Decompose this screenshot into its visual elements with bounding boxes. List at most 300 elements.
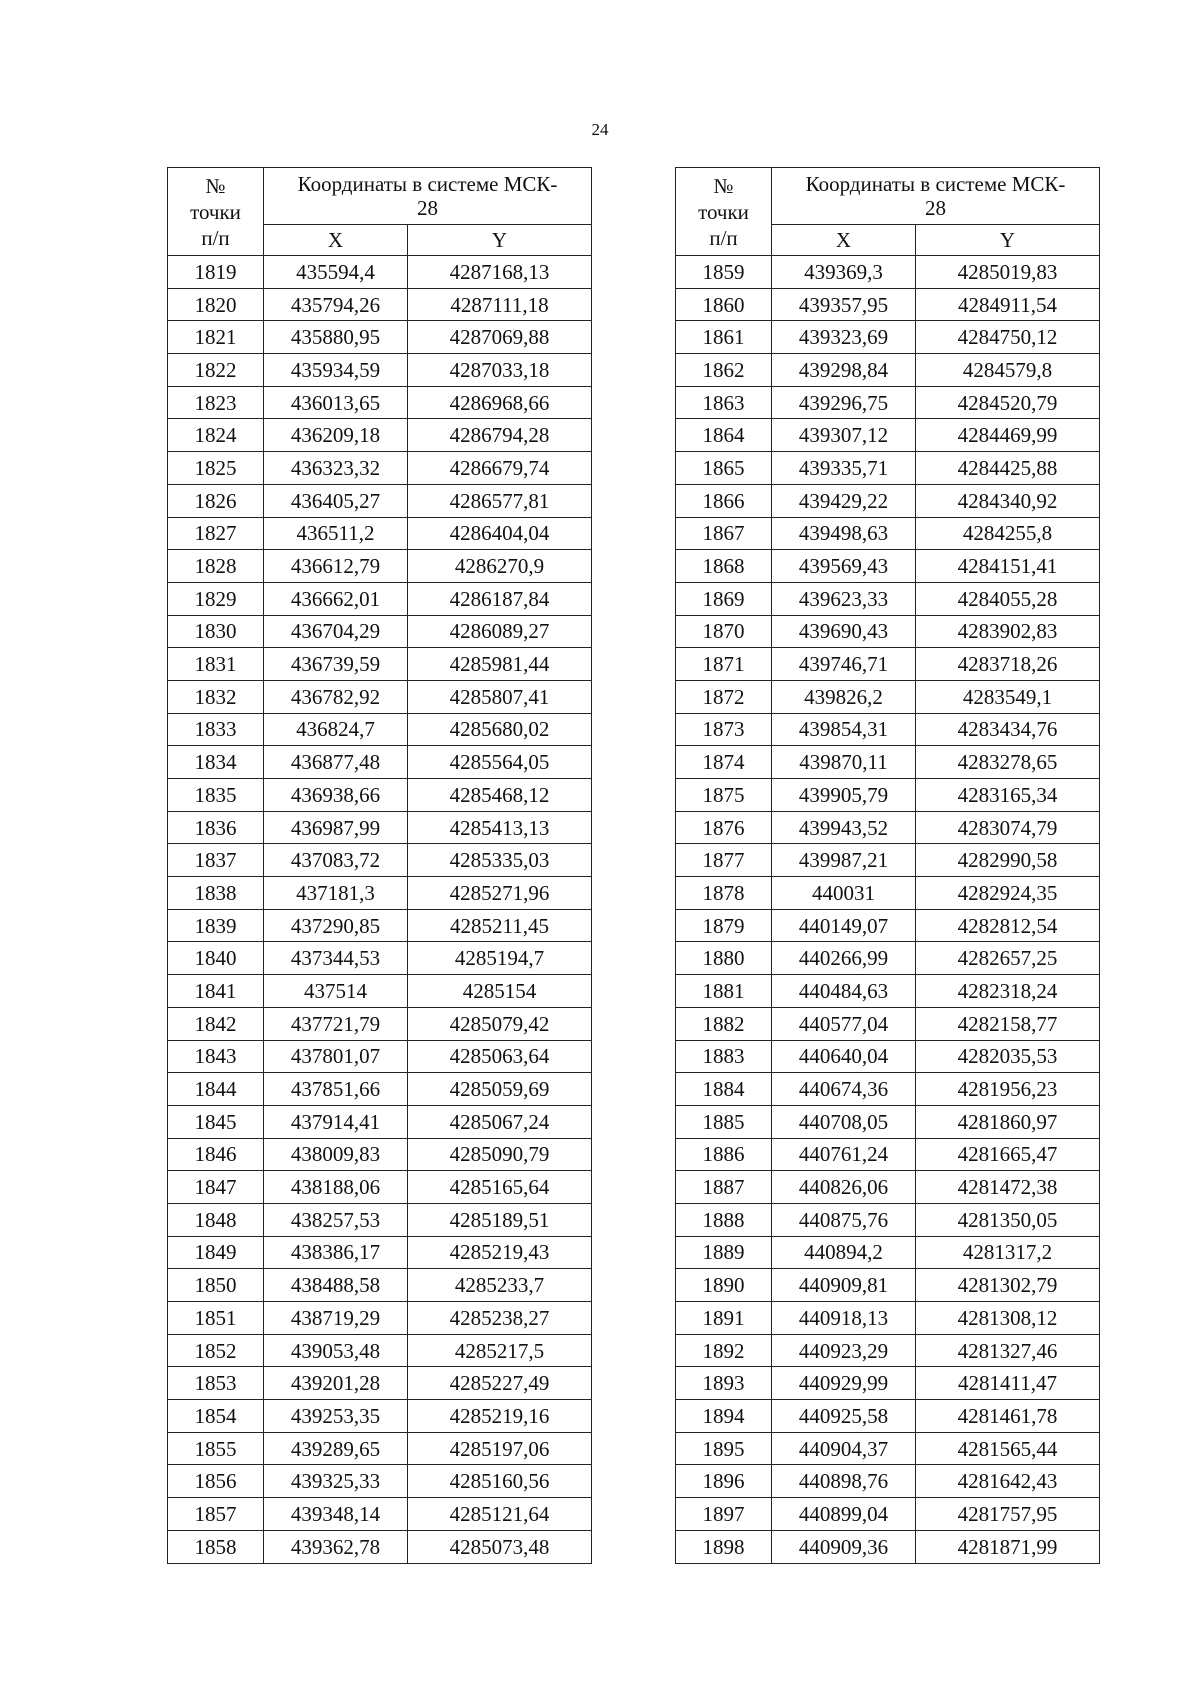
- y-coordinate-cell: 4285413,13: [408, 811, 592, 844]
- x-coordinate-cell: 437344,53: [264, 942, 408, 975]
- table-row: [168, 811, 592, 844]
- table-row: [676, 1334, 1100, 1367]
- y-coordinate-cell: 4285211,45: [408, 909, 592, 942]
- table-row: [676, 909, 1100, 942]
- table-row: [676, 680, 1100, 713]
- y-coordinate-cell: 4285063,64: [408, 1040, 592, 1073]
- point-number-cell: 1849: [168, 1236, 264, 1269]
- y-coordinate-cell: 4283902,83: [916, 615, 1100, 648]
- table-row: [676, 582, 1100, 615]
- x-coordinate-cell: 440904,37: [772, 1432, 916, 1465]
- point-number-header-line: точки: [190, 199, 241, 224]
- point-number-cell: 1893: [676, 1367, 772, 1400]
- table-row: [676, 517, 1100, 550]
- x-coordinate-cell: 440899,04: [772, 1498, 916, 1531]
- coordinates-body-right: [676, 256, 1100, 1564]
- point-number-cell: 1889: [676, 1236, 772, 1269]
- x-coordinate-cell: 436987,99: [264, 811, 408, 844]
- point-number-cell: 1873: [676, 713, 772, 746]
- point-number-cell: 1860: [676, 288, 772, 321]
- table-row: [676, 419, 1100, 452]
- table-row: [168, 1269, 592, 1302]
- y-coordinate-cell: 4285194,7: [408, 942, 592, 975]
- y-coordinate-cell: 4281350,05: [916, 1203, 1100, 1236]
- x-coordinate-cell: 440031: [772, 877, 916, 910]
- point-number-header-line: п/п: [201, 225, 230, 250]
- x-coordinate-cell: 436209,18: [264, 419, 408, 452]
- y-coordinate-cell: 4285217,5: [408, 1334, 592, 1367]
- y-coordinate-cell: 4285189,51: [408, 1203, 592, 1236]
- y-coordinate-cell: 4281308,12: [916, 1302, 1100, 1335]
- table-row: [676, 648, 1100, 681]
- point-number-cell: 1890: [676, 1269, 772, 1302]
- coordinates-header-line: 28: [925, 196, 946, 220]
- coordinates-table-right: [675, 167, 1100, 1564]
- coordinates-table-left: [167, 167, 592, 1564]
- point-number-header-line: №: [713, 173, 734, 198]
- point-number-header: [676, 168, 772, 256]
- x-coordinate-cell: 440640,04: [772, 1040, 916, 1073]
- y-coordinate-cell: 4282990,58: [916, 844, 1100, 877]
- table-row: [676, 1367, 1100, 1400]
- x-coordinate-cell: 440761,24: [772, 1138, 916, 1171]
- x-coordinate-cell: 435794,26: [264, 288, 408, 321]
- y-coordinate-cell: 4281472,38: [916, 1171, 1100, 1204]
- x-coordinate-cell: 436739,59: [264, 648, 408, 681]
- point-number-cell: 1843: [168, 1040, 264, 1073]
- table-row: [676, 1040, 1100, 1073]
- y-coordinate-cell: 4285090,79: [408, 1138, 592, 1171]
- x-coordinate-cell: 440875,76: [772, 1203, 916, 1236]
- x-coordinate-cell: 438386,17: [264, 1236, 408, 1269]
- point-number-cell: 1872: [676, 680, 772, 713]
- coordinates-header: [264, 168, 592, 225]
- y-coordinate-cell: 4285807,41: [408, 680, 592, 713]
- table-row: [676, 1236, 1100, 1269]
- x-coordinate-cell: 437181,3: [264, 877, 408, 910]
- table-row: [676, 550, 1100, 583]
- x-coordinate-cell: 439746,71: [772, 648, 916, 681]
- y-coordinate-cell: 4285121,64: [408, 1498, 592, 1531]
- point-number-cell: 1856: [168, 1465, 264, 1498]
- y-column-header: Y: [408, 225, 592, 256]
- x-coordinate-cell: 436013,65: [264, 386, 408, 419]
- y-coordinate-cell: 4285680,02: [408, 713, 592, 746]
- x-coordinate-cell: 439854,31: [772, 713, 916, 746]
- x-coordinate-cell: 437514: [264, 975, 408, 1008]
- point-number-cell: 1846: [168, 1138, 264, 1171]
- point-number-header-line: точки: [698, 199, 749, 224]
- x-coordinate-cell: 438257,53: [264, 1203, 408, 1236]
- point-number-cell: 1877: [676, 844, 772, 877]
- table-row: [168, 1432, 592, 1465]
- point-number-cell: 1870: [676, 615, 772, 648]
- point-number-cell: 1871: [676, 648, 772, 681]
- point-number-cell: 1848: [168, 1203, 264, 1236]
- x-coordinate-cell: 437914,41: [264, 1105, 408, 1138]
- y-coordinate-cell: 4285219,43: [408, 1236, 592, 1269]
- y-coordinate-cell: 4284055,28: [916, 582, 1100, 615]
- x-coordinate-cell: 440577,04: [772, 1007, 916, 1040]
- point-number-cell: 1866: [676, 484, 772, 517]
- point-number-cell: 1850: [168, 1269, 264, 1302]
- point-number-cell: 1830: [168, 615, 264, 648]
- table-row: [168, 517, 592, 550]
- point-number-cell: 1841: [168, 975, 264, 1008]
- y-coordinate-cell: 4284520,79: [916, 386, 1100, 419]
- table-row: [676, 288, 1100, 321]
- y-coordinate-cell: 4284255,8: [916, 517, 1100, 550]
- y-coordinate-cell: 4281461,78: [916, 1400, 1100, 1433]
- x-coordinate-cell: 439253,35: [264, 1400, 408, 1433]
- x-column-header: X: [264, 225, 408, 256]
- y-coordinate-cell: 4281956,23: [916, 1073, 1100, 1106]
- x-coordinate-cell: 440894,2: [772, 1236, 916, 1269]
- point-number-cell: 1824: [168, 419, 264, 452]
- y-coordinate-cell: 4284911,54: [916, 288, 1100, 321]
- y-coordinate-cell: 4285154: [408, 975, 592, 1008]
- point-number-cell: 1861: [676, 321, 772, 354]
- table-row: [168, 256, 592, 289]
- table-row: [168, 1040, 592, 1073]
- table-row: [676, 811, 1100, 844]
- point-number-cell: 1864: [676, 419, 772, 452]
- y-coordinate-cell: 4285564,05: [408, 746, 592, 779]
- point-number-cell: 1828: [168, 550, 264, 583]
- table-row: [168, 648, 592, 681]
- table-row: [676, 615, 1100, 648]
- y-coordinate-cell: 4281411,47: [916, 1367, 1100, 1400]
- x-coordinate-cell: 437851,66: [264, 1073, 408, 1106]
- y-coordinate-cell: 4283434,76: [916, 713, 1100, 746]
- y-coordinate-cell: 4285238,27: [408, 1302, 592, 1335]
- x-column-header: X: [772, 225, 916, 256]
- x-coordinate-cell: 437801,07: [264, 1040, 408, 1073]
- y-coordinate-cell: 4282812,54: [916, 909, 1100, 942]
- coordinates-header-line: Координаты в системе МСК-: [805, 172, 1066, 196]
- y-coordinate-cell: 4285233,7: [408, 1269, 592, 1302]
- table-row: [676, 746, 1100, 779]
- table-row: [676, 484, 1100, 517]
- point-number-cell: 1859: [676, 256, 772, 289]
- point-number-cell: 1853: [168, 1367, 264, 1400]
- point-number-cell: 1886: [676, 1138, 772, 1171]
- table-row: [168, 1171, 592, 1204]
- x-coordinate-cell: 439296,75: [772, 386, 916, 419]
- y-coordinate-cell: 4283074,79: [916, 811, 1100, 844]
- x-coordinate-cell: 439323,69: [772, 321, 916, 354]
- table-row: [168, 779, 592, 812]
- table-row: [676, 1465, 1100, 1498]
- table-row: [676, 713, 1100, 746]
- y-coordinate-cell: 4284750,12: [916, 321, 1100, 354]
- point-number-cell: 1854: [168, 1400, 264, 1433]
- x-coordinate-cell: 440898,76: [772, 1465, 916, 1498]
- point-number-cell: 1894: [676, 1400, 772, 1433]
- table-row: [676, 1269, 1100, 1302]
- y-coordinate-cell: 4284425,88: [916, 452, 1100, 485]
- x-coordinate-cell: 436877,48: [264, 746, 408, 779]
- x-coordinate-cell: 436323,32: [264, 452, 408, 485]
- y-coordinate-cell: 4282318,24: [916, 975, 1100, 1008]
- y-coordinate-cell: 4281642,43: [916, 1465, 1100, 1498]
- table-row: [168, 550, 592, 583]
- x-coordinate-cell: 439498,63: [772, 517, 916, 550]
- y-coordinate-cell: 4281302,79: [916, 1269, 1100, 1302]
- x-coordinate-cell: 436612,79: [264, 550, 408, 583]
- point-number-cell: 1867: [676, 517, 772, 550]
- table-row: [168, 1203, 592, 1236]
- x-coordinate-cell: 440918,13: [772, 1302, 916, 1335]
- table-row: [168, 844, 592, 877]
- y-coordinate-cell: 4281860,97: [916, 1105, 1100, 1138]
- y-coordinate-cell: 4287033,18: [408, 354, 592, 387]
- y-coordinate-cell: 4285165,64: [408, 1171, 592, 1204]
- table-row: [168, 1007, 592, 1040]
- table-row: [168, 1465, 592, 1498]
- point-number-cell: 1836: [168, 811, 264, 844]
- y-column-header: Y: [916, 225, 1100, 256]
- table-row: [676, 975, 1100, 1008]
- x-coordinate-cell: 436938,66: [264, 779, 408, 812]
- y-coordinate-cell: 4285219,16: [408, 1400, 592, 1433]
- point-number-cell: 1823: [168, 386, 264, 419]
- table-row: [168, 1105, 592, 1138]
- point-number-cell: 1888: [676, 1203, 772, 1236]
- x-coordinate-cell: 439289,65: [264, 1432, 408, 1465]
- x-coordinate-cell: 436704,29: [264, 615, 408, 648]
- y-coordinate-cell: 4286270,9: [408, 550, 592, 583]
- point-number-cell: 1887: [676, 1171, 772, 1204]
- x-coordinate-cell: 436511,2: [264, 517, 408, 550]
- x-coordinate-cell: 438719,29: [264, 1302, 408, 1335]
- table-row: [676, 844, 1100, 877]
- y-coordinate-cell: 4281565,44: [916, 1432, 1100, 1465]
- point-number-cell: 1863: [676, 386, 772, 419]
- point-number-cell: 1855: [168, 1432, 264, 1465]
- y-coordinate-cell: 4281871,99: [916, 1530, 1100, 1563]
- point-number-cell: 1879: [676, 909, 772, 942]
- table-row: [168, 419, 592, 452]
- table-row: [676, 1073, 1100, 1106]
- x-coordinate-cell: 440909,81: [772, 1269, 916, 1302]
- x-coordinate-cell: 436405,27: [264, 484, 408, 517]
- table-row: [676, 1400, 1100, 1433]
- point-number-cell: 1896: [676, 1465, 772, 1498]
- table-row: [168, 1236, 592, 1269]
- y-coordinate-cell: 4286187,84: [408, 582, 592, 615]
- table-row: [168, 746, 592, 779]
- x-coordinate-cell: 439357,95: [772, 288, 916, 321]
- table-row: [168, 1367, 592, 1400]
- point-number-cell: 1829: [168, 582, 264, 615]
- point-number-cell: 1851: [168, 1302, 264, 1335]
- x-coordinate-cell: 440909,36: [772, 1530, 916, 1563]
- y-coordinate-cell: 4285227,49: [408, 1367, 592, 1400]
- point-number-cell: 1842: [168, 1007, 264, 1040]
- point-number-cell: 1857: [168, 1498, 264, 1531]
- y-coordinate-cell: 4283718,26: [916, 648, 1100, 681]
- point-number-cell: 1822: [168, 354, 264, 387]
- x-coordinate-cell: 435594,4: [264, 256, 408, 289]
- x-coordinate-cell: 439826,2: [772, 680, 916, 713]
- table-row: [168, 1138, 592, 1171]
- x-coordinate-cell: 439569,43: [772, 550, 916, 583]
- table-row: [676, 1171, 1100, 1204]
- y-coordinate-cell: 4281327,46: [916, 1334, 1100, 1367]
- table-row: [676, 779, 1100, 812]
- x-coordinate-cell: 436662,01: [264, 582, 408, 615]
- y-coordinate-cell: 4285059,69: [408, 1073, 592, 1106]
- x-coordinate-cell: 439870,11: [772, 746, 916, 779]
- table-row: [168, 1334, 592, 1367]
- table-row: [168, 975, 592, 1008]
- point-number-cell: 1835: [168, 779, 264, 812]
- y-coordinate-cell: 4283165,34: [916, 779, 1100, 812]
- x-coordinate-cell: 439987,21: [772, 844, 916, 877]
- x-coordinate-cell: 436824,7: [264, 713, 408, 746]
- point-number-cell: 1892: [676, 1334, 772, 1367]
- x-coordinate-cell: 440923,29: [772, 1334, 916, 1367]
- table-row: [676, 386, 1100, 419]
- y-coordinate-cell: 4281757,95: [916, 1498, 1100, 1531]
- y-coordinate-cell: 4285271,96: [408, 877, 592, 910]
- point-number-cell: 1876: [676, 811, 772, 844]
- point-number-cell: 1838: [168, 877, 264, 910]
- x-coordinate-cell: 440826,06: [772, 1171, 916, 1204]
- y-coordinate-cell: 4286404,04: [408, 517, 592, 550]
- x-coordinate-cell: 440266,99: [772, 942, 916, 975]
- x-coordinate-cell: 440674,36: [772, 1073, 916, 1106]
- y-coordinate-cell: 4284340,92: [916, 484, 1100, 517]
- y-coordinate-cell: 4283278,65: [916, 746, 1100, 779]
- table-row: [168, 1530, 592, 1563]
- y-coordinate-cell: 4282158,77: [916, 1007, 1100, 1040]
- point-number-cell: 1891: [676, 1302, 772, 1335]
- table-row: [168, 582, 592, 615]
- point-number-cell: 1868: [676, 550, 772, 583]
- x-coordinate-cell: 440149,07: [772, 909, 916, 942]
- point-number-cell: 1831: [168, 648, 264, 681]
- point-number-cell: 1885: [676, 1105, 772, 1138]
- table-row: [168, 452, 592, 485]
- table-row: [676, 256, 1100, 289]
- table-row: [676, 1302, 1100, 1335]
- x-coordinate-cell: 439325,33: [264, 1465, 408, 1498]
- x-coordinate-cell: 439307,12: [772, 419, 916, 452]
- point-number-cell: 1834: [168, 746, 264, 779]
- table-row: [168, 877, 592, 910]
- y-coordinate-cell: 4281665,47: [916, 1138, 1100, 1171]
- y-coordinate-cell: 4285019,83: [916, 256, 1100, 289]
- table-row: [168, 1302, 592, 1335]
- y-coordinate-cell: 4281317,2: [916, 1236, 1100, 1269]
- table-row: [676, 1138, 1100, 1171]
- point-number-cell: 1844: [168, 1073, 264, 1106]
- point-number-cell: 1821: [168, 321, 264, 354]
- x-coordinate-cell: 440708,05: [772, 1105, 916, 1138]
- table-row: [676, 942, 1100, 975]
- y-coordinate-cell: 4287069,88: [408, 321, 592, 354]
- point-number-cell: 1832: [168, 680, 264, 713]
- point-number-cell: 1852: [168, 1334, 264, 1367]
- x-coordinate-cell: 435934,59: [264, 354, 408, 387]
- y-coordinate-cell: 4285079,42: [408, 1007, 592, 1040]
- point-number-cell: 1882: [676, 1007, 772, 1040]
- x-coordinate-cell: 439201,28: [264, 1367, 408, 1400]
- point-number-cell: 1883: [676, 1040, 772, 1073]
- y-coordinate-cell: 4286794,28: [408, 419, 592, 452]
- point-number-cell: 1845: [168, 1105, 264, 1138]
- y-coordinate-cell: 4286577,81: [408, 484, 592, 517]
- x-coordinate-cell: 439623,33: [772, 582, 916, 615]
- x-coordinate-cell: 440484,63: [772, 975, 916, 1008]
- point-number-cell: 1897: [676, 1498, 772, 1531]
- x-coordinate-cell: 438488,58: [264, 1269, 408, 1302]
- point-number-cell: 1840: [168, 942, 264, 975]
- table-row: [676, 1530, 1100, 1563]
- point-number-cell: 1826: [168, 484, 264, 517]
- table-row: [168, 1400, 592, 1433]
- point-number-cell: 1875: [676, 779, 772, 812]
- y-coordinate-cell: 4285067,24: [408, 1105, 592, 1138]
- table-row: [168, 321, 592, 354]
- y-coordinate-cell: 4282657,25: [916, 942, 1100, 975]
- point-number-cell: 1833: [168, 713, 264, 746]
- y-coordinate-cell: 4285073,48: [408, 1530, 592, 1563]
- table-row: [168, 1073, 592, 1106]
- point-number-cell: 1820: [168, 288, 264, 321]
- x-coordinate-cell: 437721,79: [264, 1007, 408, 1040]
- point-number-cell: 1837: [168, 844, 264, 877]
- table-row: [168, 386, 592, 419]
- y-coordinate-cell: 4286968,66: [408, 386, 592, 419]
- x-coordinate-cell: 436782,92: [264, 680, 408, 713]
- point-number-cell: 1878: [676, 877, 772, 910]
- table-row: [168, 1498, 592, 1531]
- x-coordinate-cell: 435880,95: [264, 321, 408, 354]
- x-coordinate-cell: 439348,14: [264, 1498, 408, 1531]
- point-number-cell: 1862: [676, 354, 772, 387]
- y-coordinate-cell: 4285335,03: [408, 844, 592, 877]
- point-number-cell: 1898: [676, 1530, 772, 1563]
- point-number-cell: 1874: [676, 746, 772, 779]
- x-coordinate-cell: 439335,71: [772, 452, 916, 485]
- y-coordinate-cell: 4282035,53: [916, 1040, 1100, 1073]
- x-coordinate-cell: 439362,78: [264, 1530, 408, 1563]
- y-coordinate-cell: 4285981,44: [408, 648, 592, 681]
- coordinates-body-left: [168, 256, 592, 1564]
- table-row: [168, 615, 592, 648]
- table-row: [676, 1432, 1100, 1465]
- coordinates-header-line: 28: [417, 196, 438, 220]
- point-number-cell: 1881: [676, 975, 772, 1008]
- table-row: [168, 909, 592, 942]
- table-row: [168, 354, 592, 387]
- x-coordinate-cell: 437290,85: [264, 909, 408, 942]
- y-coordinate-cell: 4284469,99: [916, 419, 1100, 452]
- table-row: [676, 452, 1100, 485]
- point-number-header-line: №: [205, 173, 226, 198]
- point-number-cell: 1884: [676, 1073, 772, 1106]
- x-coordinate-cell: 438009,83: [264, 1138, 408, 1171]
- x-coordinate-cell: 440925,58: [772, 1400, 916, 1433]
- point-number-cell: 1825: [168, 452, 264, 485]
- y-coordinate-cell: 4286679,74: [408, 452, 592, 485]
- x-coordinate-cell: 440929,99: [772, 1367, 916, 1400]
- x-coordinate-cell: 439369,3: [772, 256, 916, 289]
- x-coordinate-cell: 439905,79: [772, 779, 916, 812]
